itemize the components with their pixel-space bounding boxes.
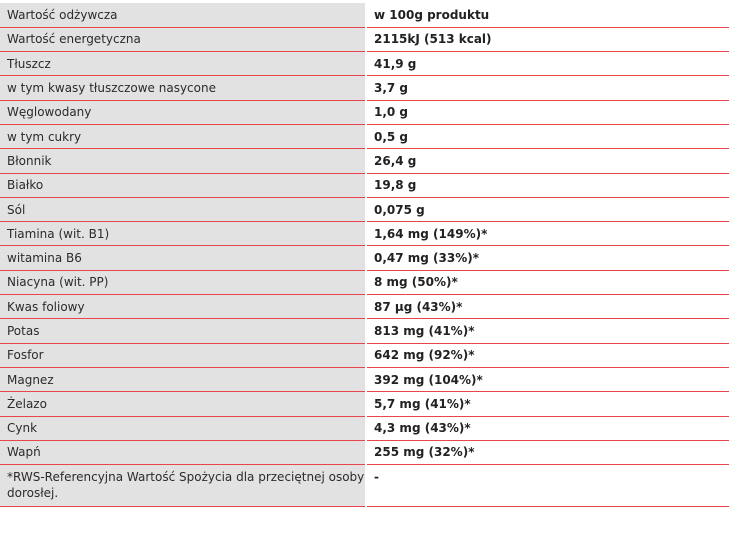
- nutrient-value: 26,4 g: [366, 149, 729, 173]
- nutrient-name: Tiamina (wit. B1): [0, 222, 366, 246]
- nutrient-name: Kwas foliowy: [0, 295, 366, 319]
- nutrition-table: [0, 3, 729, 507]
- nutrient-value: 255 mg (32%)*: [366, 440, 729, 464]
- table-row: [0, 76, 729, 100]
- nutrient-value: 3,7 g: [366, 76, 729, 100]
- nutrient-value: 87 µg (43%)*: [366, 295, 729, 319]
- nutrient-name: Potas: [0, 319, 366, 343]
- nutrient-name: Wapń: [0, 440, 366, 464]
- nutrient-value: 0,075 g: [366, 197, 729, 221]
- table-row: [0, 392, 729, 416]
- footnote-row: [0, 465, 729, 507]
- table-row: [0, 100, 729, 124]
- nutrient-name: w tym cukry: [0, 124, 366, 148]
- nutrient-name: Wartość energetyczna: [0, 27, 366, 51]
- nutrient-name: Błonnik: [0, 149, 366, 173]
- nutrient-value: 1,0 g: [366, 100, 729, 124]
- table-row: [0, 295, 729, 319]
- table-row: [0, 367, 729, 391]
- nutrient-value: 392 mg (104%)*: [366, 367, 729, 391]
- table-row: [0, 124, 729, 148]
- nutrient-name: Żelazo: [0, 392, 366, 416]
- nutrient-name: Cynk: [0, 416, 366, 440]
- nutrient-name: witamina B6: [0, 246, 366, 270]
- header-nutrient-label: Wartość odżywcza: [0, 3, 366, 27]
- table-row: [0, 173, 729, 197]
- nutrient-value: 8 mg (50%)*: [366, 270, 729, 294]
- nutrient-name: Tłuszcz: [0, 52, 366, 76]
- nutrient-value: 0,47 mg (33%)*: [366, 246, 729, 270]
- table-row: [0, 27, 729, 51]
- nutrient-name: Węglowodany: [0, 100, 366, 124]
- nutrient-name: Fosfor: [0, 343, 366, 367]
- nutrient-value: 1,64 mg (149%)*: [366, 222, 729, 246]
- table-row: [0, 52, 729, 76]
- nutrient-name: Niacyna (wit. PP): [0, 270, 366, 294]
- table-row: [0, 270, 729, 294]
- nutrient-name: Sól: [0, 197, 366, 221]
- footnote-value: -: [366, 465, 729, 507]
- table-row: [0, 319, 729, 343]
- nutrition-table-body: [0, 3, 729, 507]
- table-row: [0, 149, 729, 173]
- nutrient-value: 5,7 mg (41%)*: [366, 392, 729, 416]
- nutrient-value: 41,9 g: [366, 52, 729, 76]
- nutrient-value: 4,3 mg (43%)*: [366, 416, 729, 440]
- nutrient-value: 0,5 g: [366, 124, 729, 148]
- table-row: [0, 416, 729, 440]
- header-value-label: w 100g produktu: [366, 3, 729, 27]
- footnote-text: *RWS-Referencyjna Wartość Spożycia dla przeciętnej osoby dorosłej.: [0, 465, 366, 507]
- nutrient-value: 2115kJ (513 kcal): [366, 27, 729, 51]
- table-header-row: [0, 3, 729, 27]
- table-row: [0, 222, 729, 246]
- table-row: [0, 197, 729, 221]
- table-row: [0, 246, 729, 270]
- nutrient-value: 813 mg (41%)*: [366, 319, 729, 343]
- table-row: [0, 440, 729, 464]
- nutrient-name: w tym kwasy tłuszczowe nasycone: [0, 76, 366, 100]
- nutrient-value: 19,8 g: [366, 173, 729, 197]
- nutrient-value: 642 mg (92%)*: [366, 343, 729, 367]
- table-row: [0, 343, 729, 367]
- nutrient-name: Białko: [0, 173, 366, 197]
- nutrient-name: Magnez: [0, 367, 366, 391]
